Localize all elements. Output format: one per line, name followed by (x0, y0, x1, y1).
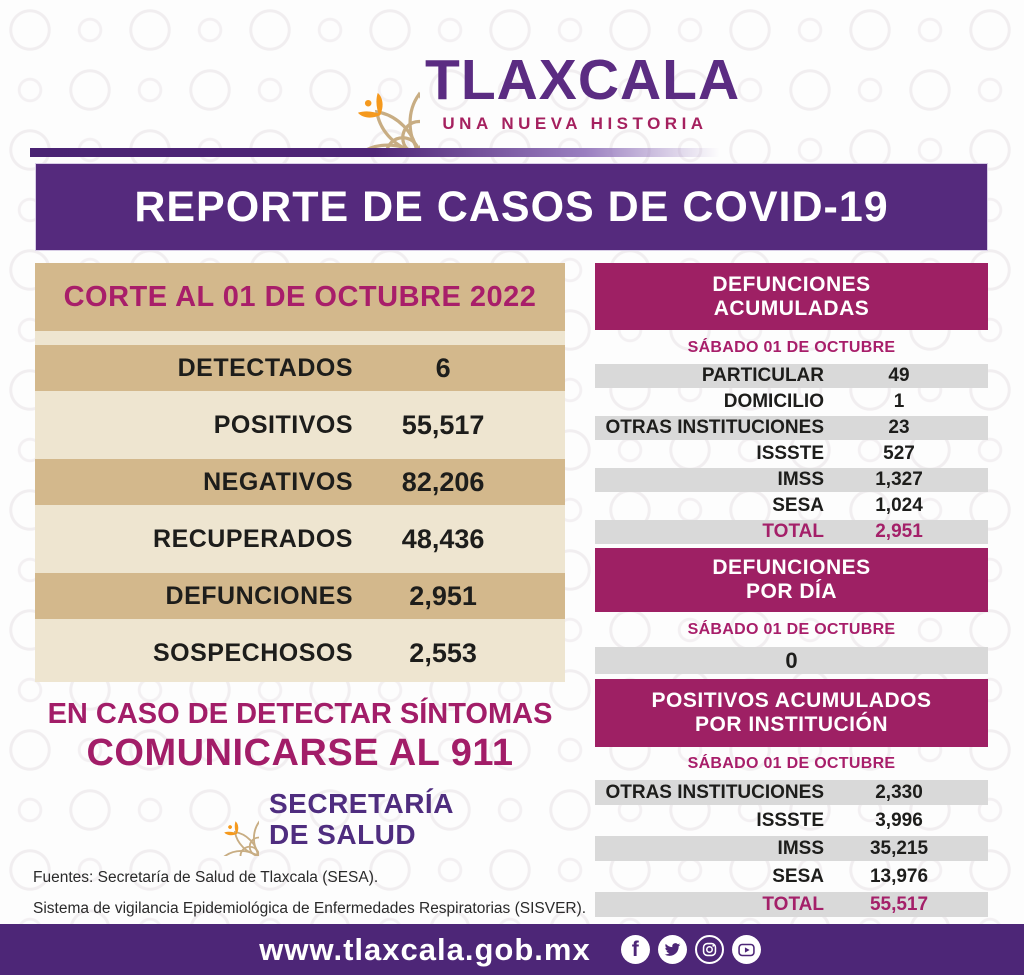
positives-institution-header (595, 679, 988, 747)
right-column (595, 263, 988, 919)
summary-title: CORTE AL 01 DE OCTUBRE 2022 (63, 280, 537, 313)
table-row (595, 390, 988, 414)
instagram-icon[interactable] (695, 935, 724, 964)
secretaria-flower-logo-icon (185, 782, 259, 856)
row-value: 6 (435, 352, 451, 383)
deaths-cumulative-header (595, 263, 988, 330)
source-line-2: Sistema de vigilancia Epidemiológica de Enfermedades Respiratorias (SISVER). (33, 900, 587, 917)
total-value: 2,951 (875, 521, 923, 542)
table-row (595, 808, 988, 833)
row-label: ISSSTE (756, 443, 824, 464)
table-row (35, 630, 565, 676)
summary-header (35, 263, 565, 331)
panel-title-line-2: POR DÍA (745, 580, 837, 603)
panel-title-line-2: ACUMULADAS (713, 296, 870, 320)
table-row (595, 836, 988, 861)
row-value: 3,996 (875, 809, 923, 831)
row-label: POSITIVOS (213, 410, 353, 439)
table-row (35, 573, 565, 619)
brand-tagline: UNA NUEVA HISTORIA (442, 114, 708, 133)
row-value: 527 (883, 443, 915, 464)
total-label: TOTAL (762, 521, 824, 542)
report-banner (35, 163, 988, 251)
row-value: 2,330 (875, 781, 923, 803)
row-label: PARTICULAR (701, 365, 824, 386)
table-total-row (595, 520, 988, 544)
row-value: 23 (888, 417, 910, 438)
table-row (595, 442, 988, 466)
table-total-row (595, 892, 988, 917)
row-value: 1 (893, 391, 905, 412)
report-title: REPORTE DE CASOS DE COVID-19 (134, 182, 889, 231)
row-value: 49 (888, 365, 910, 386)
youtube-play-glyph (737, 941, 756, 959)
secretaria-line-1: SECRETARÍA (269, 788, 454, 819)
panel-date: SÁBADO 01 DE OCTUBRE (687, 339, 896, 356)
row-value: 1,024 (875, 495, 923, 516)
table-row (595, 468, 988, 492)
row-label: NEGATIVOS (203, 467, 353, 496)
table-row (35, 516, 565, 562)
row-value: 35,215 (869, 837, 929, 859)
advice-line-2: COMUNICARSE AL 911 (86, 732, 514, 774)
table-row (595, 364, 988, 388)
youtube-icon[interactable] (732, 935, 761, 964)
row-label: IMSS (777, 469, 824, 490)
row-value: 2,951 (409, 580, 477, 611)
row-label: DEFUNCIONES (165, 581, 353, 610)
panel-title-line-1: POSITIVOS ACUMULADOS (651, 689, 932, 712)
row-label: DETECTADOS (177, 353, 353, 382)
row-value: 13,976 (869, 865, 929, 887)
sources-block (33, 862, 633, 924)
row-value: 48,436 (401, 523, 485, 554)
row-label: IMSS (777, 837, 824, 859)
row-value: 55,517 (401, 409, 485, 440)
summary-panel (35, 263, 565, 682)
table-row (35, 345, 565, 391)
table-row (35, 459, 565, 505)
row-label: OTRAS INSTITUCIONES (605, 417, 824, 438)
total-value: 55,517 (869, 893, 929, 915)
row-value: 2,553 (409, 637, 477, 668)
table-row (595, 780, 988, 805)
twitter-bird-glyph (664, 941, 681, 958)
row-value: 82,206 (401, 466, 485, 497)
facebook-icon[interactable]: f (621, 935, 650, 964)
row-label: SESA (772, 865, 824, 887)
secretaria-line-2: DE SALUD (269, 819, 417, 850)
table-row (35, 402, 565, 448)
advice-line-1: EN CASO DE DETECTAR SÍNTOMAS (47, 698, 553, 730)
row-label: DOMICILIO (723, 391, 824, 412)
deaths-cumulative-rows (595, 364, 988, 544)
twitter-icon[interactable] (658, 935, 687, 964)
header-divider (30, 148, 988, 157)
secretaria-title (269, 788, 454, 850)
panel-title-line-1: DEFUNCIONES (712, 556, 871, 579)
row-value: 1,327 (875, 469, 923, 490)
row-label: SESA (772, 495, 824, 516)
table-row (595, 864, 988, 889)
panel-date: SÁBADO 01 DE OCTUBRE (687, 755, 896, 772)
instagram-camera-glyph (701, 941, 718, 958)
footer-bar (0, 924, 1024, 975)
table-row (595, 494, 988, 518)
summary-rows (35, 345, 565, 676)
deaths-daily-value: 0 (595, 647, 988, 674)
tlaxcala-flower-logo-icon (288, 24, 420, 154)
brand-block (425, 48, 741, 134)
table-row (595, 416, 988, 440)
row-label: RECUPERADOS (153, 524, 353, 553)
row-label: ISSSTE (756, 809, 824, 831)
source-line-1: Fuentes: Secretaría de Salud de Tlaxcala (SESA). (33, 869, 379, 886)
panel-title-line-2: POR INSTITUCIÓN (694, 713, 888, 736)
brand-name: TLAXCALA (425, 48, 741, 112)
row-label: SOSPECHOSOS (153, 638, 353, 667)
row-label: OTRAS INSTITUCIONES (605, 781, 824, 803)
positives-institution-rows (595, 780, 988, 917)
deaths-daily-header (595, 548, 988, 612)
panel-title-line-1: DEFUNCIONES (712, 272, 871, 296)
total-label: TOTAL (762, 893, 824, 915)
secretaria-block (185, 782, 454, 856)
panel-date: SÁBADO 01 DE OCTUBRE (687, 621, 896, 638)
footer-url[interactable]: www.tlaxcala.gob.mx (259, 931, 591, 967)
